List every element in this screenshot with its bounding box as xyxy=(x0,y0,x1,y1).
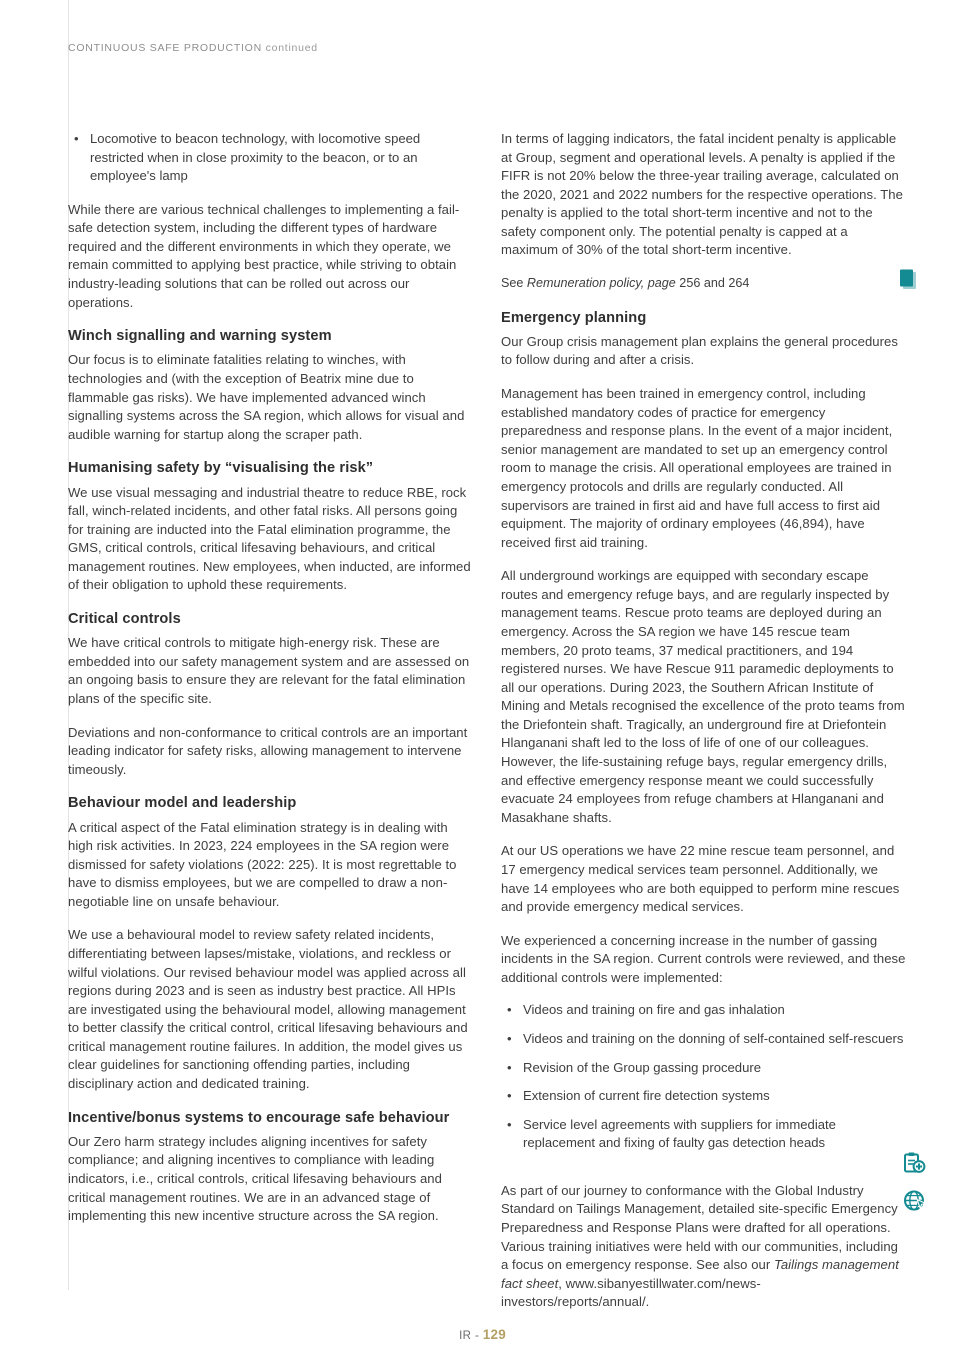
left-column xyxy=(68,130,473,1327)
emergency-planning-paragraph-5: We experienced a concerning increase in the number of gassing incidents in the SA region. Current controls were reviewed, and these additional controls were implemented: xyxy=(501,932,906,985)
list-item-text: Extension of current fire detection systems xyxy=(523,1088,770,1104)
paragraph-spacer xyxy=(501,1168,906,1182)
section-heading-emergency-planning: Emergency planning xyxy=(501,309,647,326)
bullet-dot-icon: • xyxy=(507,1059,512,1075)
list-item xyxy=(501,1001,906,1020)
behaviour-model-paragraph-1: A critical aspect of the Fatal elimination strategy is in dealing with high risk activities. In 2023, 224 employees in the SA region were dismissed for safety violations (2022: 225). It is most regrettable to have to dismiss employees, but we are compelled to draw a non-negotiable line on unsafe behaviour. xyxy=(68,819,457,909)
bullet-dot-icon: • xyxy=(507,1088,512,1104)
section-heading-humanising-safety: Humanising safety by “visualising the risk” xyxy=(68,460,374,477)
right-column xyxy=(501,130,906,1327)
cross-reference-italic-text: Remuneration policy, page xyxy=(526,276,676,291)
bullet-dot-icon: • xyxy=(507,1116,512,1132)
list-item-text: Revision of the Group gassing procedure xyxy=(523,1059,762,1075)
section-heading-behaviour-model: Behaviour model and leadership xyxy=(68,795,297,812)
behaviour-model-paragraph-2: We use a behavioural model to review safety related incidents, differentiating between lapses/mistake, violations, and reckless or wilful violations. Our revised behaviour model was applied across all regions during 2023 and is seen as industry best practice. All HPIs are investigated using the behavioural model, allowing management to better classify the critical control, critical lifesaving behaviours and critical management routine failures. In addition, the model gives us clear guidelines for sanctioning offending parties, including disciplinary action and dedicated training. xyxy=(68,927,468,1092)
list-item-text: Service level agreements with suppliers for immediate replacement and fixing of faulty gas detection heads xyxy=(523,1116,836,1151)
critical-controls-paragraph-2: Deviations and non-conformance to critical controls are an important leading indicator for safety risks, allowing management to intervene timeously. xyxy=(68,724,468,777)
footer-report-label: IR - xyxy=(459,1330,480,1342)
emergency-planning-paragraph-2: Management has been trained in emergency control, including established mandatory codes of practice for emergency preparedness and response plans. In the event of a major incident, senior management are mandated to set up an emergency control room to manage the crisis. All operational employees are trained in emergency protocols and drills are regularly conducted. All supervisors are trained in first aid and have full access to first aid equipment. The majority of ordinary employees (46,894), have received first aid training. xyxy=(501,386,893,550)
cross-reference-remuneration-policy xyxy=(501,275,906,293)
running-head-title: CONTINUOUS SAFE PRODUCTION xyxy=(68,42,262,54)
two-column-body xyxy=(68,130,906,1327)
cross-reference-tail-text: 256 and 264 xyxy=(675,276,750,291)
section-heading-incentive-bonus: Incentive/bonus systems to encourage safe behaviour xyxy=(68,1109,450,1126)
document-plus-icon[interactable] xyxy=(903,1152,929,1183)
footer-page-number: 129 xyxy=(482,1327,506,1342)
section-heading-critical-controls: Critical controls xyxy=(68,611,181,628)
globe-cursor-icon[interactable] xyxy=(903,1189,929,1218)
closing-part-2: , www.sibanyestillwater.com/news-investors/reports/annual/. xyxy=(501,1275,761,1310)
cross-reference-see-label: See xyxy=(501,276,527,291)
additional-controls-bullet-list xyxy=(501,1001,906,1152)
document-page-icon[interactable] xyxy=(898,268,920,294)
emergency-planning-paragraph-1: Our Group crisis management plan explains the general procedures to follow during and after a crisis. xyxy=(501,333,898,368)
left-top-bullet-list xyxy=(68,130,473,186)
list-item-text: Locomotive to beacon technology, with locomotive speed restricted when in close proximity to the beacon, or to an employee's lamp xyxy=(90,131,421,184)
list-item xyxy=(68,130,473,186)
running-head-continued: continued xyxy=(265,42,318,54)
closing-part-1: As part of our journey to conformance with the Global Industry Standard on Tailings Management, detailed site-specific Emergency Preparedness and Response Plans were drafted for all operations. Various training initiatives were held with our communities, including a focus on emergency response. See also our xyxy=(501,1182,898,1273)
bullet-dot-icon: • xyxy=(507,1030,512,1046)
bullet-dot-icon: • xyxy=(74,131,79,146)
list-item xyxy=(501,1059,906,1078)
tailings-closing-paragraph xyxy=(501,1182,906,1312)
running-head xyxy=(68,42,318,54)
margin-icon-stack xyxy=(903,1152,929,1224)
list-item xyxy=(501,1030,906,1049)
bullet-dot-icon: • xyxy=(507,1002,512,1018)
list-item-text: Videos and training on fire and gas inhalation xyxy=(523,1002,785,1018)
emergency-planning-paragraph-3: All underground workings are equipped with secondary escape routes and emergency refuge bays, and are regularly inspected by management teams. Rescue proto teams are deployed during an emergency. Across the SA region we have 145 rescue team members, 20 proto teams, 37 medical practitioners, and 194 registered nurses. We have Rescue 911 paramedic deployments to all our operations. During 2023, the Southern African Institute of Mining and Metals recognised the excellence of the proto teams from the Driefontein shaft. Tragically, an underground fire at Driefontein Hlanganani shaft led to the loss of life of one of our colleagues. However, the life-sustaining refuge bays, regular emergency drills, and effective emergency response meant we could successfully evacuate 24 employees from refuge chambers at Hlanganani and Masakhane shafts. xyxy=(501,568,905,825)
page-footer xyxy=(0,1327,965,1342)
critical-controls-paragraph-1: We have critical controls to mitigate high-energy risk. These are embedded into our safety management system and are assessed on an ongoing basis to ensure they are relevant for the fatal elimination plans of the specific site. xyxy=(68,635,470,706)
left-intro-paragraph: While there are various technical challenges to implementing a fail-safe detection system, including the different types of hardware required and the different environments in which they operate, we remain committed to applying best practice, while striving to obtain industry-leading solutions that can be rolled out across our operations. xyxy=(68,201,460,310)
humanising-safety-paragraph-1: We use visual messaging and industrial theatre to reduce RBE, rock fall, winch-related incidents, and other fatal risks. All persons going for training are inducted into the Fatal elimination programme, the GMS, critical controls, critical lifesaving behaviours, and critical management routines. New employees, when inducted, are informed of their obligation to uphold these requirements. xyxy=(68,484,471,593)
right-intro-paragraph: In terms of lagging indicators, the fatal incident penalty is applicable at Group, segment and operational levels. A penalty is applied if the FIFR is not 20% below the three-year trailing average, calculated on the 2020, 2021 and 2022 numbers for the respective operations. The penalty is applied to the total short-term incentive and not to the safety component only. The potential penalty is capped at a maximum of 30% of the total short-term incentive. xyxy=(501,131,903,258)
emergency-planning-paragraph-4: At our US operations we have 22 mine rescue team personnel, and 17 emergency medical services team personnel. Additionally, we have 14 employees who are both equipped to perform mine rescues and provide emergency medical services. xyxy=(501,843,900,915)
closing-italic-fact-sheet: Tailings management fact sheet xyxy=(501,1257,899,1291)
incentive-bonus-paragraph-1: Our Zero harm strategy includes aligning incentives for safety compliance; and aligning incentives to compliance with leading indicators, i.e., critical controls, critical lifesaving behaviours and critical management routines. We are in an advanced stage of implementing this new incentive structure across the SA region. xyxy=(68,1133,442,1224)
list-item xyxy=(501,1116,906,1153)
list-item xyxy=(501,1087,906,1106)
winch-signalling-paragraph-1: Our focus is to eliminate fatalities relating to winches, with technologies and (with the exception of Beatrix mine due to flammable gas risks). We have implemented advanced winch signalling systems across the SA region, which allows for visual and audible warning for startup along the scraper path. xyxy=(68,352,465,442)
list-item-text: Videos and training on the donning of self-contained self-rescuers xyxy=(523,1030,904,1046)
section-heading-winch-signalling: Winch signalling and warning system xyxy=(68,328,332,345)
